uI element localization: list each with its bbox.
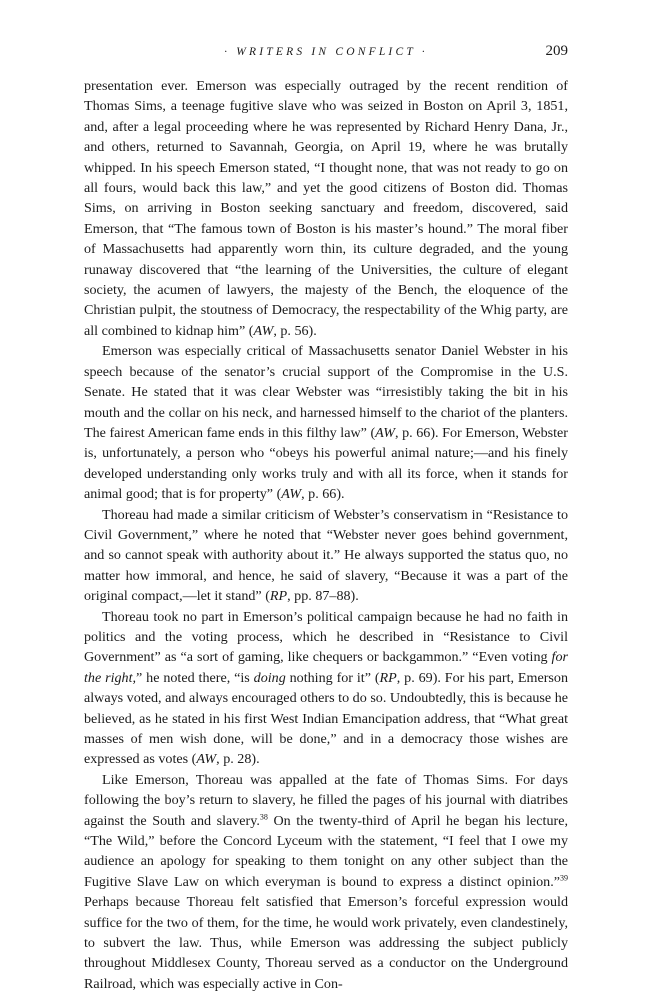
text-run: Like Emerson, Thoreau was appalled at the fate of Thomas Sims. For days following the boy’s return to slavery, he filled the pages of his journal with diatribes against the South and slavery.	[84, 771, 568, 829]
text-run: presentation ever. Emerson was especially outraged by the recent rendition of Thomas Sims, a teenage fugitive slave who was seized in Boston on April 3, 1851, and, after a legal proceeding where he was represented by Richard Henry Dana, Jr., and others, returned to Savannah, Georgia, on April 19, where he was brutally whipped. In his speech Emerson stated, “I thought none, that was not ready to go on all fours, would back this law,” and yet the good citizens of Boston did. Thomas Sims, on arriving in Boston seeking sanctuary and freedom, discovered, said Emerson, that “The famous town of Boston is his master’s hound.” The moral fiber of Massachusetts had apparently worn thin, its culture degraded, and the young runaway discovered that “the learning of the Universities, the culture of elegant society, the acumen of lawyers, the majesty of the Bench, the eloquence of the Christian pulpit, the stoutness of Democracy, the respectability of the Whig party, are all combined to kidnap him” (	[84, 78, 568, 339]
footnote-ref: 38	[259, 811, 268, 821]
paragraph	[84, 341, 568, 504]
footnote-ref: 39	[560, 873, 568, 883]
text-run: , pp. 87–88).	[287, 588, 359, 605]
text-run: Thoreau had made a similar criticism of Webster’s conservatism in “Resistance to Civil Government,” where he noted that “Webster never goes behind government, and so cannot speak with authority about it.” He always supported the status quo, no matter how immoral, and hence, he said of slavery, “Because it was a part of the original compact,—let it stand” (	[84, 506, 568, 605]
italic-run: RP	[379, 669, 397, 686]
text-run: , p. 66). For Emerson, Webster is, unfortunately, a person who “obeys his powerful animal nature;—and his finely developed understanding only works truly and with all its force, when it stands for animal good; that is for property” (	[84, 424, 569, 503]
text-run: nothing for it” (	[285, 669, 380, 686]
text-run: , p. 69). For his part, Emerson always voted, and always encouraged others to do so. Undoubtedly, this is because he believed, as he stated in his first West Indian Emancipation address, that “What great masses of men wish done, will be done,” and in a democracy those wishes are expressed as votes (	[84, 669, 568, 768]
text-run: , p. 28).	[216, 751, 260, 768]
text-run: Thoreau took no part in Emerson’s political campaign because he had no faith in politics and the voting process, which he described in “Resistance to Civil Government” as “a sort of gaming, like chequers or backgammon.” “Even voting	[84, 608, 568, 666]
page-header	[84, 43, 568, 66]
italic-run: RP	[269, 588, 288, 605]
italic-run: AW	[281, 486, 302, 503]
italic-run: AW	[375, 424, 395, 441]
paragraph	[84, 76, 568, 341]
text-run: , p. 66).	[301, 486, 345, 503]
text-run: Emerson was especially critical of Massachusetts senator Daniel Webster in his speech because of the senator’s crucial support of the Compromise in the U.S. Senate. He stated that it was clear Webster was “irresistibly taking the bit in his mouth and the collar on his neck, and harnessed himself to the chariot of the planters. The fairest American fame ends in this filthy law” (	[84, 343, 568, 441]
body-text	[84, 76, 568, 994]
text-run: ” he noted there, “is	[136, 669, 254, 686]
running-head: · WRITERS IN CONFLICT ·	[224, 46, 428, 58]
italic-run: AW	[253, 322, 274, 339]
text-run: On the twenty-third of April he began his lecture, “The Wild,” before the Concord Lyceum with the statement, “I feel that I owe my audience an apology for speaking to them tonight on any other subject than the Fugitive Slave Law on which everyman is bound to express a distinct opinion.”	[84, 812, 568, 890]
paragraph	[84, 505, 568, 607]
italic-run: for the right,	[84, 649, 568, 686]
italic-run: doing	[253, 669, 286, 686]
page-number: 209	[545, 43, 568, 59]
italic-run: AW	[196, 751, 217, 768]
paragraph	[84, 770, 568, 994]
text-run: Perhaps because Thoreau felt satisfied that Emerson’s forceful expression would suffice for the two of them, for the time, he would work privately, even clandestinely, to subvert the law. Thus, while Emerson was addressing the subject publicly throughout Middlesex County, Thoreau served as a conductor on the Underground Railroad, which was especially active in Con-	[84, 894, 568, 992]
paragraph	[84, 607, 568, 770]
text-run: , p. 56).	[273, 322, 317, 339]
